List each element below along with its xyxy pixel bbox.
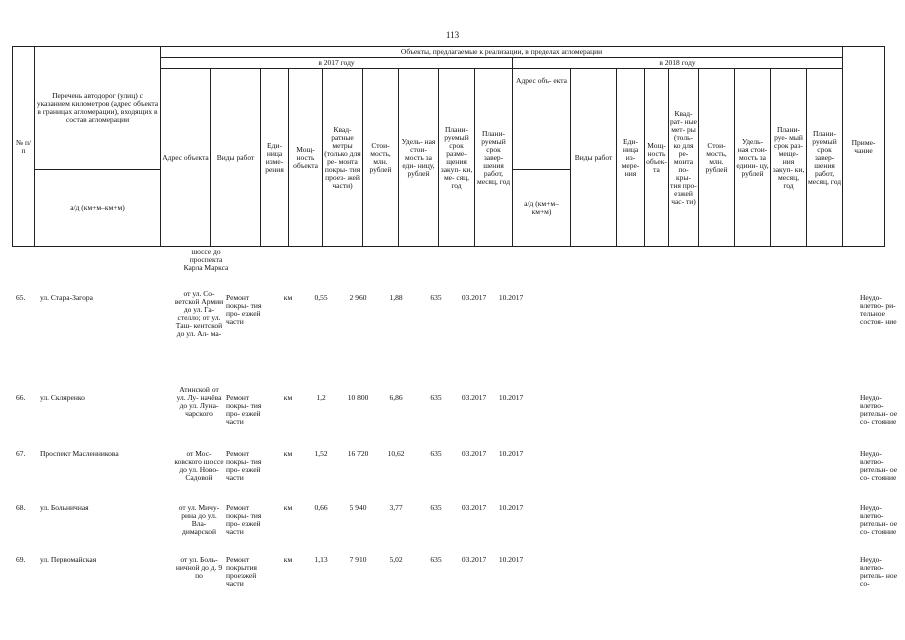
col-road-sub-header: а/д (км+м–км+м) <box>35 170 161 247</box>
row-completion: 10.2017 <box>498 555 524 564</box>
col-unit-cost-2017: Удель- ная стои- мость за еди- ницу, рублей <box>399 69 439 247</box>
row-num: 67. <box>16 449 26 458</box>
row-cost: 10,62 <box>387 449 405 458</box>
col-notes-header: Приме- чание <box>843 47 885 247</box>
col-work-2018: Виды работ <box>571 69 617 247</box>
row-unit: км <box>283 293 293 302</box>
page-number: 113 <box>445 30 460 40</box>
row-area: 16 720 <box>347 449 369 458</box>
row-work: Ремонт покры- тия про- езжей части <box>226 449 262 482</box>
row-unit-cost: 635 <box>430 449 442 458</box>
row-address: от ул. Боль- ничной до д. 9 по <box>175 555 223 580</box>
col-procurement-2017: Плани- руемый срок разме- щения закуп- ки, ме- сяц, год <box>439 69 475 247</box>
row-completion: 10.2017 <box>498 503 524 512</box>
row-num: 66. <box>16 393 26 402</box>
row-work: Ремонт покрытия проезжей части <box>226 555 257 588</box>
col-completion-2017: Плани- руемый срок завер- шения работ, месяц, год <box>475 69 513 247</box>
row-work: Ремонт покры- тия про- езжей части <box>226 503 262 536</box>
row-unit-cost: 635 <box>430 555 442 564</box>
row-procurement: 03.2017 <box>461 449 487 458</box>
row-note: Неудо- влетво- ри- тельное состоя- ние <box>860 293 897 326</box>
row-unit-cost: 635 <box>430 293 442 302</box>
row-completion: 10.2017 <box>498 393 524 402</box>
row-procurement: 03.2017 <box>461 293 487 302</box>
col-unit-2018: Еди- ница из- мере- ния <box>617 69 645 247</box>
row-cost: 1,88 <box>389 293 403 302</box>
row-street: ул. Больничная <box>40 503 89 512</box>
col-capacity-2017: Мощ- ность объекта <box>289 69 323 247</box>
col-address-2018: Адрес объ- екта <box>513 69 571 170</box>
row-unit-cost: 635 <box>430 393 442 402</box>
header-table <box>12 46 885 247</box>
row-street: ул. Скляренко <box>40 393 85 402</box>
row-unit: км <box>283 555 293 564</box>
col-cost-2018: Стои- мость, млн. рублей <box>699 69 735 247</box>
row-street: Проспект Масленникова <box>40 449 119 458</box>
row-procurement: 03.2017 <box>461 555 487 564</box>
row-capacity: 0,66 <box>314 503 328 512</box>
row-num: 65. <box>16 293 26 302</box>
carryover-address: шоссе до проспекта Карла Маркса <box>183 247 229 272</box>
col-address-2017: Адрес объекта <box>161 69 211 247</box>
row-unit-cost: 635 <box>430 503 442 512</box>
row-capacity: 0,55 <box>314 293 328 302</box>
row-capacity: 1,2 <box>316 393 326 402</box>
row-work: Ремонт покры- тия про- езжей части <box>226 393 262 426</box>
col-address-2018-sub: а/д (км+м– км+м) <box>513 170 571 247</box>
row-cost: 6,86 <box>389 393 403 402</box>
col-completion-2018: Плани- руемый срок завер- шения работ, месяц, год <box>807 69 843 247</box>
col-procurement-2018: Плани- руе- мый срок раз- меще- ния закуп- ки, месяц, год <box>771 69 807 247</box>
row-capacity: 1,52 <box>314 449 328 458</box>
row-address: от Мос- ковского шоссе до ул. Ново- Садовой <box>174 449 224 482</box>
row-cost: 5,02 <box>389 555 403 564</box>
col-area-2018: Квад- рат- ные мет- ры (толь- ко для ре- монта по- кры- тия про- езжей час- ти) <box>669 69 699 247</box>
row-unit: км <box>283 503 293 512</box>
objects-title: Объекты, предлагаемые к реализации, в пределах агломерации <box>161 47 843 58</box>
row-area: 7 910 <box>349 555 367 564</box>
row-num: 68. <box>16 503 26 512</box>
col-unit-cost-2018: Удель- ная стои- мость за едини- цу, рублей <box>735 69 771 247</box>
col-num-header: № п/п <box>13 47 35 247</box>
row-address: от ул. Мичу- рина до ул. Вла- димарской <box>178 503 220 536</box>
row-area: 2 960 <box>349 293 367 302</box>
row-note: Неудо- влетво- ритель- ное со- <box>860 555 898 588</box>
col-area-2017: Квад- ратные метры (только для ре- монта покры- тия проез- жей части) <box>323 69 363 247</box>
col-unit-2017: Еди- ница изме- рения <box>261 69 289 247</box>
row-work: Ремонт покры- тия про- езжей части <box>226 293 262 326</box>
row-street: ул. Первомайская <box>40 555 97 564</box>
row-capacity: 1,13 <box>314 555 328 564</box>
row-address: от ул. Со- ветской Армии до ул. Га- стелло; от ул. Таш- кентской до ул. Ал- ма- <box>174 289 224 338</box>
row-area: 10 800 <box>347 393 369 402</box>
col-capacity-2018: Мощ- ность объек- та <box>645 69 669 247</box>
row-note: Неудо- влетво- рительн- ое со- стояние <box>860 449 898 482</box>
row-unit: км <box>283 393 293 402</box>
row-cost: 3,77 <box>389 503 403 512</box>
row-note: Неудо- влетво- рительн- ое со- стояние <box>860 503 898 536</box>
row-completion: 10.2017 <box>498 449 524 458</box>
row-procurement: 03.2017 <box>461 393 487 402</box>
row-completion: 10.2017 <box>498 293 524 302</box>
row-address: Атинской от ул. Лу- начёва до ул. Луна- чарского <box>176 385 222 418</box>
col-cost-2017: Стои- мость, млн. рублей <box>363 69 399 247</box>
row-street: ул. Стара-Загора <box>40 293 93 302</box>
year-2017-header: в 2017 году <box>161 58 513 69</box>
col-road-list-header: Перечень автодорог (улиц) с указанием километров (адрес объекта в границах агломерации), входящих в состав агломерации <box>35 47 161 170</box>
year-2018-header: в 2018 году <box>513 58 843 69</box>
row-unit: км <box>283 449 293 458</box>
row-note: Неудо- влетво- рительн- ое со- стояние <box>860 393 898 426</box>
row-num: 69. <box>16 555 26 564</box>
row-procurement: 03.2017 <box>461 503 487 512</box>
col-work-2017: Виды работ <box>211 69 261 247</box>
row-area: 5 940 <box>349 503 367 512</box>
